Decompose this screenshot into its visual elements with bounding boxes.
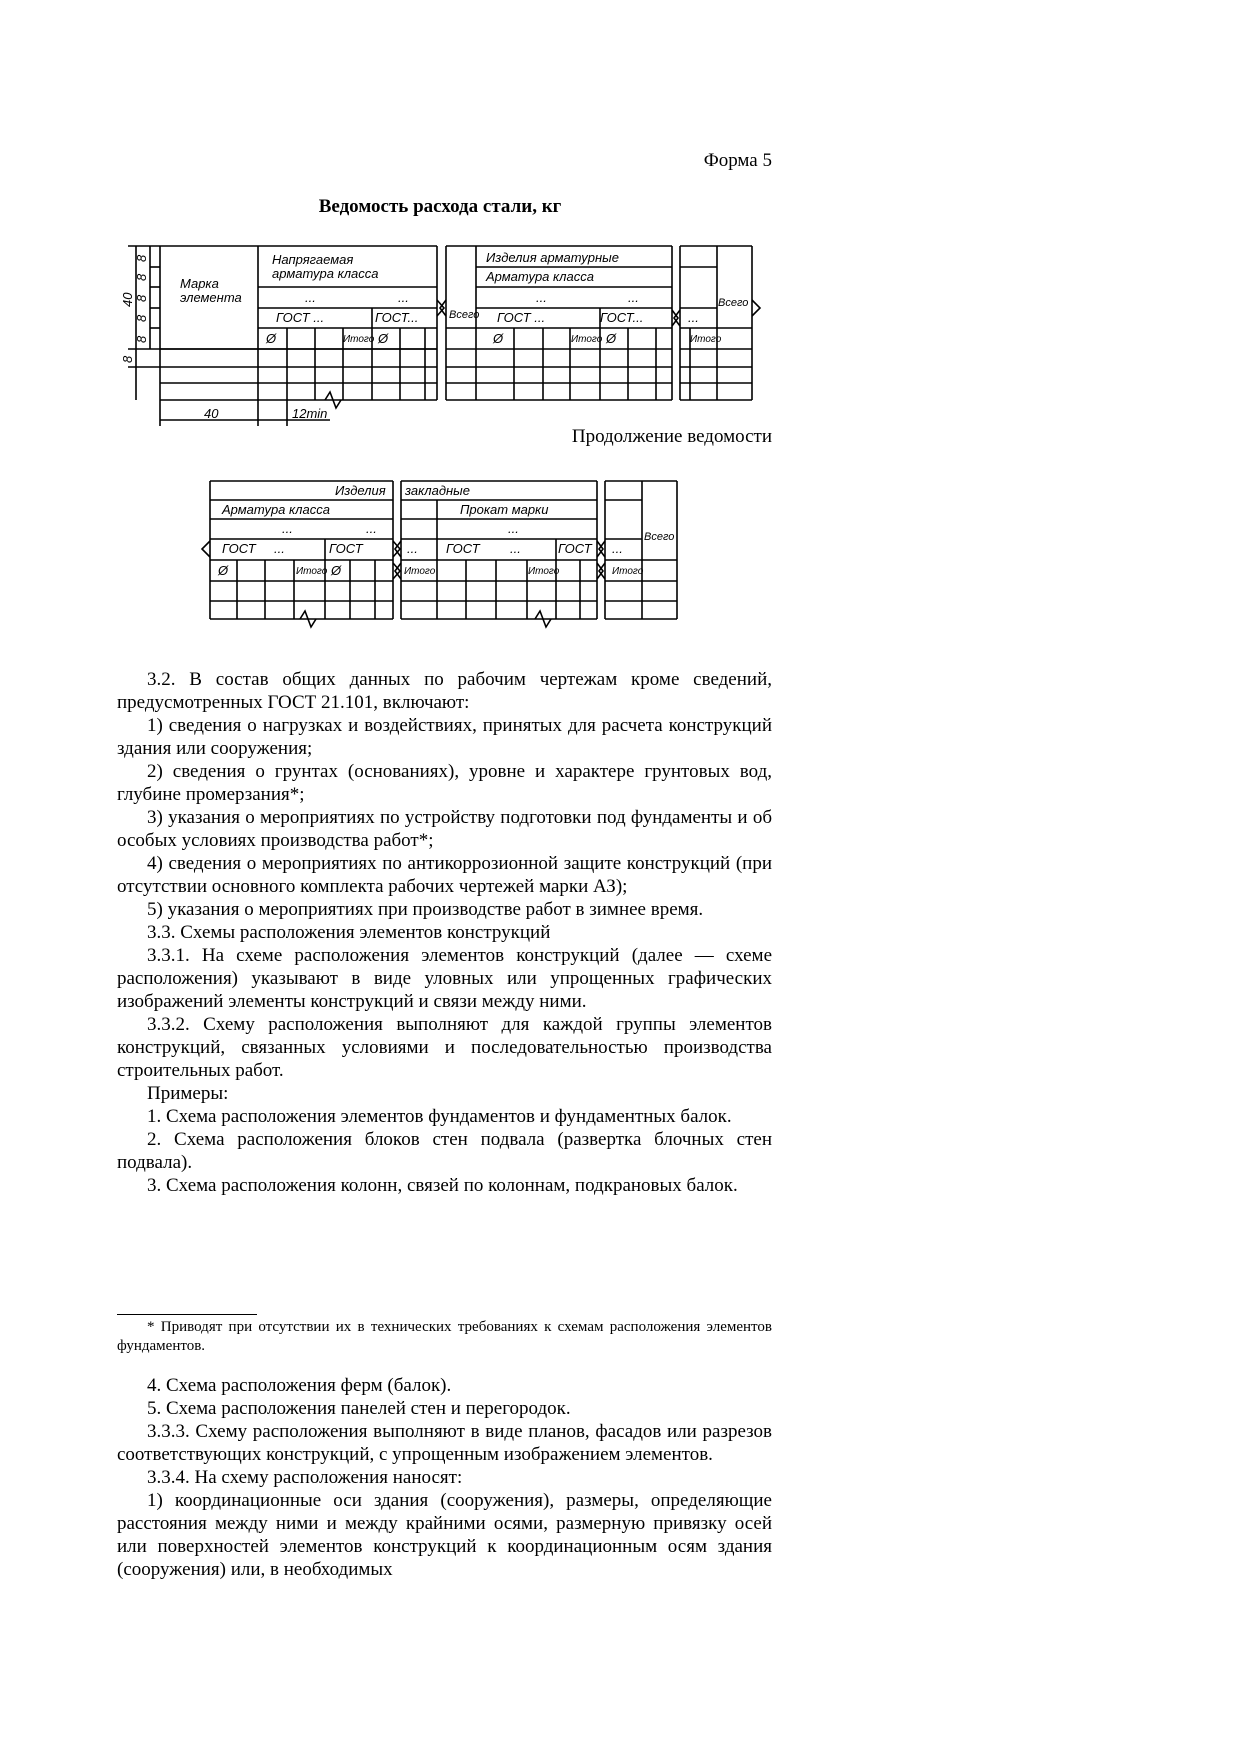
dim-8-c: 8 [134, 294, 149, 302]
paragraph: 5) указания о мероприятиях при производстве работ в зимнее время. [147, 899, 704, 920]
paragraph: Примеры: [147, 1083, 229, 1104]
paragraph: 5. Схема расположения панелей стен и перегородок. [147, 1398, 571, 1419]
t2-gost-2: ГОСТ [329, 541, 363, 556]
diameter-4: Ø [606, 331, 617, 346]
t2-ellipsis-4: ... [274, 541, 285, 556]
t2-gost-1: ГОСТ [222, 541, 256, 556]
gost-3: ГОСТ ... [497, 310, 546, 325]
paragraph: 1) сведения о нагрузках и воздействиях, принятых для расчета конструкций здания или сооружения; [117, 715, 772, 759]
ellipsis-1: ... [305, 290, 316, 305]
t2-ellipsis-7: ... [612, 541, 623, 556]
t2-rolled-grade: Прокат марки [460, 502, 549, 517]
total-2: Итого [571, 334, 603, 345]
paragraph: 1) координационные оси здания (сооружения), размеры, определяющие расстояния между ними и между крайними осями, размерную привязку осей или поверхностей элементов конструкций к координационным осям здания (сооружения) или, в необходимых [117, 1490, 772, 1580]
form-label: Форма 5 [703, 150, 772, 171]
dim-8-f: 8 [120, 355, 135, 363]
dim-40-bottom: 40 [204, 406, 219, 421]
dim-40-left: 40 [120, 292, 135, 307]
paragraph: 4. Схема расположения ферм (балок). [147, 1375, 452, 1396]
dim-8-a: 8 [134, 254, 149, 262]
paragraph: 3) указания о мероприятиях по устройству подготовки под фундаменты и об особых условиях производства работ*; [117, 807, 772, 851]
paragraph: 3.3.4. На схему расположения наносят: [147, 1467, 463, 1488]
paragraph: 3.3.1. На схеме расположения элементов конструкций (далее — схеме расположения) указывают в виде уловных или упрощенных графических изображений элементы конструкций и связи между ними. [117, 945, 772, 1012]
gost-1: ГОСТ ... [276, 310, 325, 325]
total-1: Итого [343, 334, 375, 345]
ellipsis-4: ... [628, 290, 639, 305]
gost-4: ГОСТ... [600, 310, 644, 325]
paragraph: 3. Схема расположения колонн, связей по колоннам, подкрановых балок. [147, 1175, 738, 1196]
t2-products: Изделия [335, 483, 386, 498]
ellipsis-5: ... [688, 310, 699, 325]
t2-diameter-2: Ø [331, 563, 342, 578]
continuation-label: Продолжение ведомости [571, 426, 772, 447]
ellipsis-2: ... [398, 290, 409, 305]
paragraph: 2. Схема расположения блоков стен подвала (развертка блочных стен подвала). [117, 1129, 772, 1173]
mark-label-1: Марка [180, 276, 219, 291]
footnote [117, 1318, 772, 1356]
paragraph: 3.2. В состав общих данных по рабочим чертежам кроме сведений, предусмотренных ГОСТ 21.101, включают: [117, 669, 772, 713]
body-text-2 [117, 1374, 772, 1581]
t2-gost-3: ГОСТ [446, 541, 480, 556]
paragraph: 3.3. Схемы расположения элементов конструкций [147, 922, 551, 943]
all-2: Всего [718, 297, 749, 309]
diameter-3: Ø [493, 331, 504, 346]
t2-total-3: Итого [528, 566, 560, 577]
dim-8-e: 8 [134, 335, 149, 343]
table-title: Ведомость расхода стали, кг [318, 196, 562, 217]
dim-12min: 12min [292, 406, 328, 421]
t2-ellipsis-1: ... [282, 521, 293, 536]
products-label-2: Арматура класса [486, 269, 594, 284]
t2-total-2: Итого [404, 566, 436, 577]
products-label-1: Изделия арматурные [486, 250, 619, 265]
paragraph: 2) сведения о грунтах (основаниях), уровне и характере грунтовых вод, глубине промерзания*; [117, 761, 772, 805]
t2-total-1: Итого [296, 566, 328, 577]
footnote-text: * Приводят при отсутствии их в технических требованиях к схемам расположения элементов фундаментов. [117, 1319, 772, 1354]
t2-gost-4: ГОСТ [558, 541, 592, 556]
t2-ellipsis-2: ... [366, 521, 377, 536]
t2-embedded: закладные [405, 483, 470, 498]
diameter-1: Ø [266, 331, 277, 346]
t2-ellipsis-5: ... [407, 541, 418, 556]
t2-diameter-1: Ø [218, 563, 229, 578]
t2-ellipsis-6: ... [510, 541, 521, 556]
all-1: Всего [449, 309, 480, 321]
prestressed-label-2: арматура класса [272, 266, 379, 281]
ellipsis-3: ... [536, 290, 547, 305]
t2-rebar-class: Арматура класса [222, 502, 330, 517]
t2-all: Всего [644, 531, 675, 543]
footnote-divider [117, 1314, 257, 1315]
paragraph: 1. Схема расположения элементов фундаментов и фундаментных балок. [147, 1106, 732, 1127]
dim-8-d: 8 [134, 314, 149, 322]
body-text-1 [117, 668, 772, 1197]
paragraph: 3.3.2. Схему расположения выполняют для каждой группы элементов конструкций, связанных условиями и последовательностью производства строительных работ. [117, 1014, 772, 1081]
paragraph: 3.3.3. Схему расположения выполняют в виде планов, фасадов или разрезов соответствующих конструкций, с упрощенным изображением элементов. [117, 1421, 772, 1465]
t2-total-4: Итого [612, 566, 644, 577]
paragraph: 4) сведения о мероприятиях по антикоррозионной защите конструкций (при отсутствии основного комплекта рабочих чертежей марки АЗ); [117, 853, 772, 897]
t2-ellipsis-3: ... [508, 521, 519, 536]
dim-8-b: 8 [134, 273, 149, 281]
total-3: Итого [690, 334, 722, 345]
gost-2: ГОСТ... [375, 310, 419, 325]
mark-label-2: элемента [180, 290, 242, 305]
diameter-2: Ø [378, 331, 389, 346]
prestressed-label-1: Напрягаемая [272, 252, 354, 267]
